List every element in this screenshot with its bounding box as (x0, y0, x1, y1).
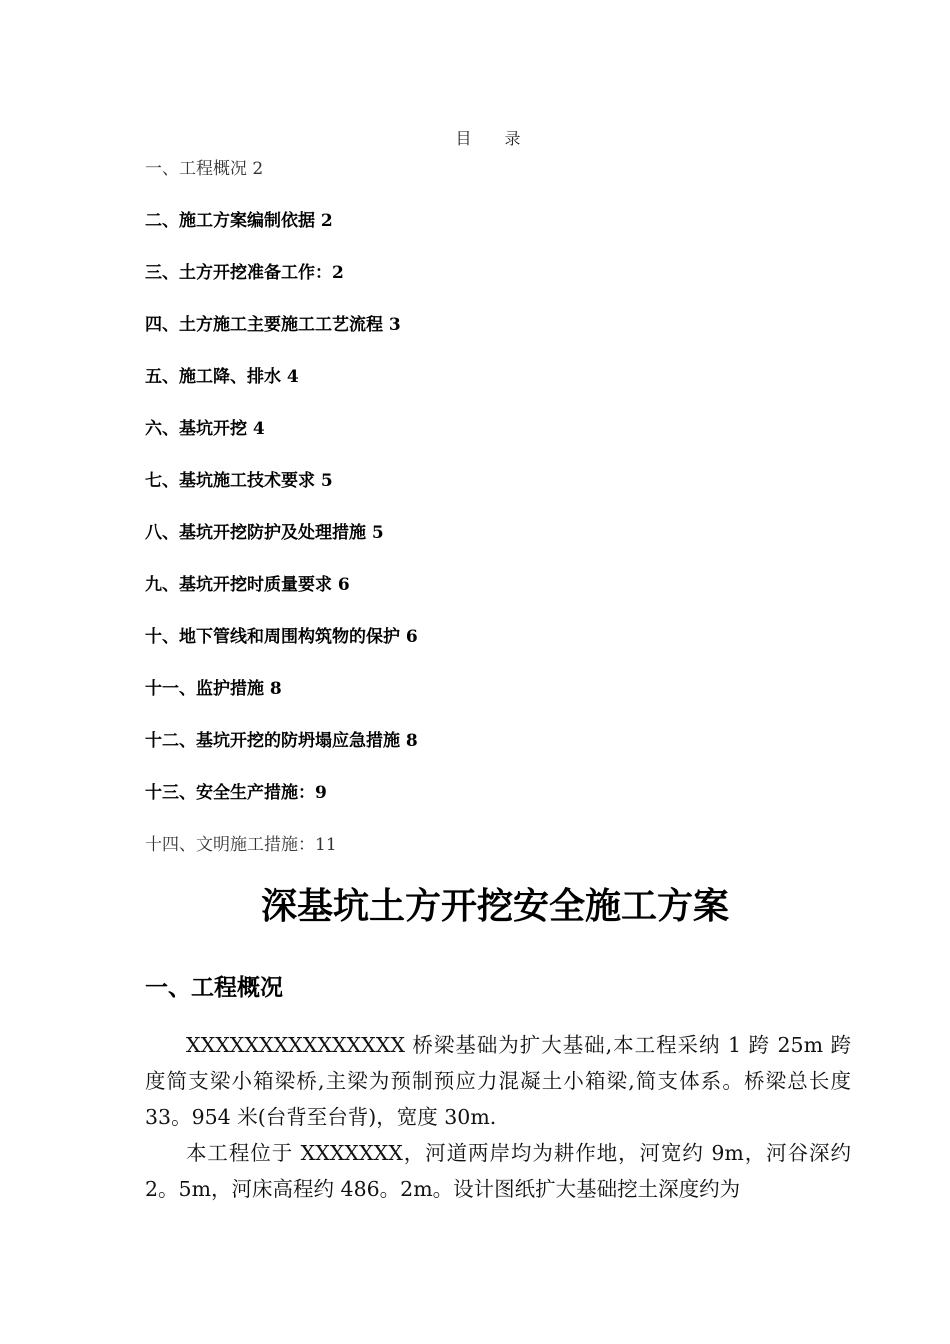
toc-item[interactable]: 十三、安全生产措施：9 (145, 783, 327, 803)
body-text (145, 1027, 851, 1207)
toc-item[interactable]: 四、土方施工主要施工工艺流程 3 (145, 315, 401, 335)
toc-item[interactable]: 五、施工降、排水 4 (145, 367, 299, 387)
toc-item[interactable]: 六、基坑开挖 4 (145, 419, 265, 439)
toc-item[interactable]: 十四、文明施工措施：11 (145, 835, 337, 855)
document-title: 深基坑土方开挖安全施工方案 (260, 885, 729, 927)
toc-item[interactable]: 三、土方开挖准备工作：2 (145, 263, 344, 283)
toc-item[interactable]: 八、基坑开挖防护及处理措施 5 (145, 523, 384, 543)
toc-item[interactable]: 九、基坑开挖时质量要求 6 (145, 575, 350, 595)
toc-item[interactable]: 七、基坑施工技术要求 5 (145, 471, 333, 491)
toc-item[interactable]: 一、工程概况 2 (145, 159, 264, 179)
toc-item[interactable]: 十、地下管线和周围构筑物的保护 6 (145, 627, 418, 647)
section-heading: 一、工程概况 (145, 974, 283, 1001)
toc-title: 目 录 (455, 129, 535, 148)
table-of-contents (145, 155, 418, 883)
paragraph: XXXXXXXXXXXXXXX 桥梁基础为扩大基础,本工程采纳 1 跨 25m 跨度简支梁小箱梁桥,主梁为预制预应力混凝土小箱梁,简支体系。桥梁总长度 33。954 米(台背至台背)，宽度 30m. (145, 1033, 851, 1129)
paragraph: 本工程位于 XXXXXXX，河道两岸均为耕作地，河宽约 9m，河谷深约 2。5m，河床高程约 486。2m。设计图纸扩大基础挖土深度约为 (145, 1141, 851, 1201)
toc-item[interactable]: 十一、监护措施 8 (145, 679, 282, 699)
toc-item[interactable]: 十二、基坑开挖的防坍塌应急措施 8 (145, 731, 418, 751)
toc-item[interactable]: 二、施工方案编制依据 2 (145, 211, 333, 231)
